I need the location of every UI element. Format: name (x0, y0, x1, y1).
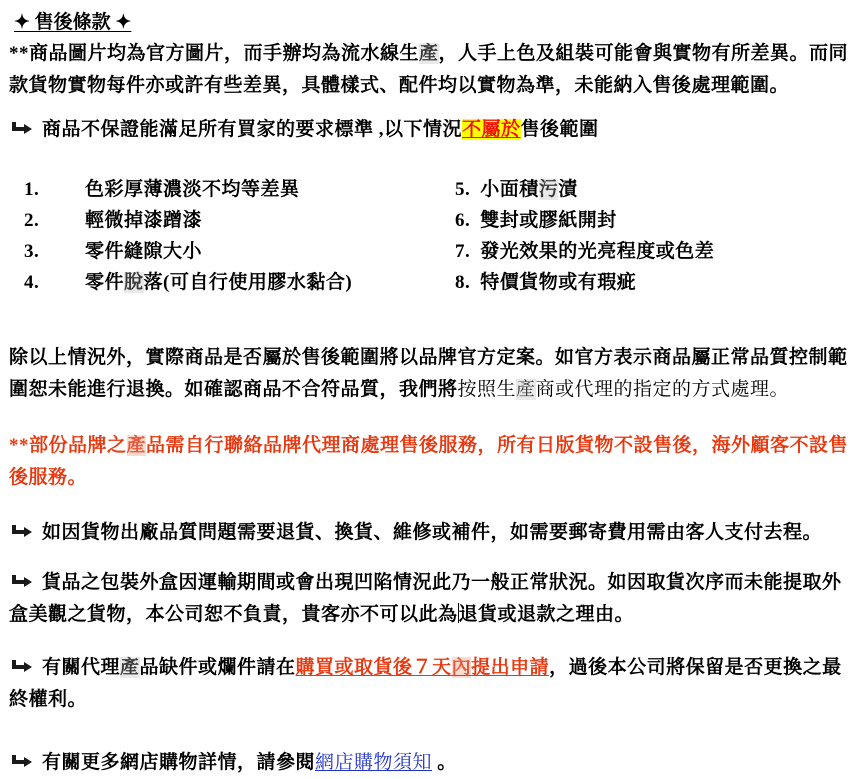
list-item-3 (24, 236, 455, 267)
substituted-char: 污 (538, 179, 559, 200)
item-number: 4. (24, 272, 40, 293)
return-shipping-note (9, 517, 858, 549)
substituted-char: 內 (451, 657, 472, 678)
store-notice-link[interactable]: 網店購物須知 (315, 752, 433, 773)
list-item-1 (24, 174, 455, 205)
item-number: 5. (455, 179, 471, 200)
right-arrow-icon (9, 754, 33, 769)
right-arrow-icon (9, 121, 33, 136)
box-note-text-2: 退貨或退款之理由。 (458, 604, 635, 625)
policy-bold-text: 除以上情況外，實際商品是否屬於售後範圍將以品牌官方定案。如官方表示商品屬正常品質控制範圍恕未能進行退換。如確認商品不合符品質，我們將 (9, 347, 848, 400)
policy-regular-text: 按照生產商或代理的指定的方式處理。 (457, 379, 790, 400)
list-row (9, 236, 858, 267)
list-row (9, 174, 858, 205)
list-item-8 (455, 267, 636, 298)
item-text: 雙封或膠紙開封 (480, 210, 617, 231)
list-item-4 (24, 267, 455, 298)
red-note-text-2: 品需自行聯絡品牌代理商處理售後服務，所有日版貨物不設售後，海外顧客不設售後服務。 (9, 435, 849, 488)
notice-text-pre: 商品不保證能滿足所有買家的要求標準 ,以下情況 (42, 119, 463, 140)
item-number: 3. (24, 241, 40, 262)
list-row (9, 205, 858, 236)
right-arrow-icon (9, 659, 33, 674)
defect-text-1: 有關代理 (42, 657, 121, 678)
list-item-6 (455, 205, 617, 236)
intro-text-1: **商品圖片均為官方圖片，而手辦均為流水線生 (9, 43, 420, 64)
item-text: 零件縫隙大小 (85, 241, 203, 262)
policy-paragraph (9, 342, 858, 406)
item-text: 發光效果的光亮程度或色差 (480, 241, 715, 262)
page-title: ✦ 售後條款 ✦ (14, 12, 132, 33)
more-info-line (9, 747, 858, 779)
item-text: 輕微掉漆蹭漆 (85, 210, 203, 231)
red-note-text-1: **部份品牌之 (9, 435, 127, 456)
item-text: 零件脫落(可自行使用膠水黏合) (85, 272, 353, 293)
defect-text-3: ，過後本公司將保留是否更換之最終權利。 (9, 657, 842, 710)
substituted-char: 脫 (124, 272, 144, 293)
substituted-char: 產 (126, 435, 147, 456)
highlight-not-covered: 不屬於 (462, 119, 521, 140)
more-text-2: 。 (432, 752, 457, 773)
list-item-7 (455, 236, 714, 267)
claim-deadline-emphasis: 購買或取貨後７天內提出申請 (295, 657, 550, 678)
item-number: 2. (24, 210, 40, 231)
brand-agent-red-note (9, 430, 858, 494)
box-note-text-1: 貨品之包裝外盒因運輸期間或會出現凹陷情況此乃一般正常狀況。如因取貨次序而未能提取外盒美觀之貨物，本公司恕不負責，貴客亦不可以此為 (9, 572, 842, 625)
item-number: 7. (455, 241, 471, 262)
intro-text-2: ，人手上色及組裝可能會與實物有所差異。 (438, 43, 810, 64)
exclusion-list (9, 174, 858, 298)
intro-paragraph (9, 38, 858, 102)
notice-text-post: 售後範圍 (520, 119, 599, 140)
item-text: 小面積污漬 (480, 179, 578, 200)
right-arrow-icon (9, 524, 33, 539)
right-arrow-icon (9, 574, 33, 589)
list-item-2 (24, 205, 455, 236)
item-number: 1. (24, 179, 40, 200)
more-text-1: 有關更多網店購物詳情，請參閱 (42, 752, 316, 773)
item-text: 色彩厚薄濃淡不均等差異 (85, 179, 300, 200)
item-number: 6. (455, 210, 471, 231)
item-text: 特價貨物或有瑕疵 (480, 272, 637, 293)
intro-text-3: 而同款貨物實物每件亦或許有些差異，具體樣式、配件均以實物為準，未能納入售後處理範圍。 (9, 43, 849, 96)
list-item-5 (455, 174, 578, 205)
item-number: 8. (455, 272, 471, 293)
substituted-char: 產 (120, 657, 140, 678)
shipping-text: 如因貨物出廠品質問題需要退貨、換貨、維修或補件，如需要郵寄費用需由客人支付去程。 (42, 522, 823, 543)
list-row (9, 267, 858, 298)
substituted-char: 產 (419, 43, 439, 64)
notice-line (9, 114, 858, 146)
box-dent-note (9, 567, 858, 631)
defect-text-2: 品缺件或爛件請在 (139, 657, 296, 678)
substituted-char: 產 (516, 379, 536, 400)
defect-claim-note (9, 652, 858, 716)
